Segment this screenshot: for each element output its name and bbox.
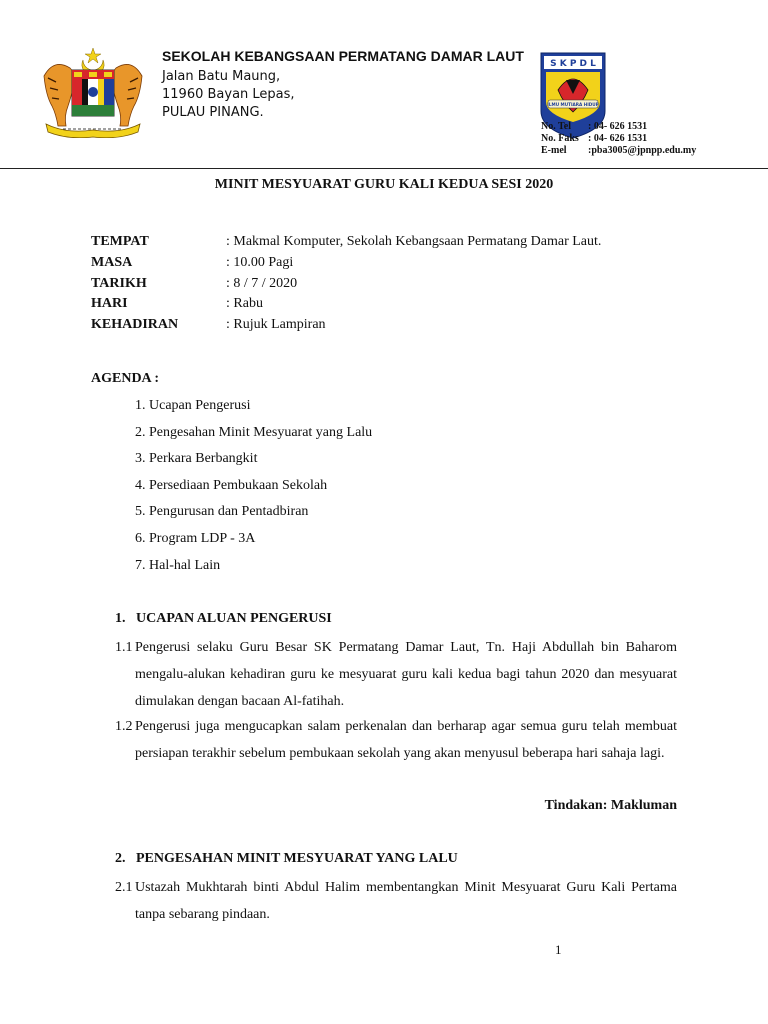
contact-email [541, 145, 696, 156]
paragraph-number: 1.1 [115, 640, 133, 655]
agenda-item: 1. Ucapan Pengerusi [135, 398, 251, 413]
info-key: HARI [91, 296, 128, 311]
contact-tel [541, 121, 647, 132]
info-value: : 10.00 Pagi [226, 255, 294, 270]
section-title: PENGESAHAN MINIT MESYUARAT YANG LALU [136, 851, 458, 866]
agenda-item: 5. Pengurusan dan Pentadbiran [135, 504, 309, 519]
agenda-item: 6. Program LDP - 3A [135, 531, 256, 546]
info-key: KEHADIRAN [91, 317, 179, 332]
paragraph-text: Pengerusi selaku Guru Besar SK Permatang Damar Laut, Tn. Haji Abdullah bin Baharom mengalu-alukan kehadiran guru ke mesyuarat guru kali kedua bagi tahun 2020 dan mesyuarat dimulakan dengan bacaan Al-fatihah. [135, 640, 677, 709]
contact-tel-label: No. Tel [541, 121, 572, 132]
info-key: TARIKH [91, 276, 147, 291]
section-title: UCAPAN ALUAN PENGERUSI [136, 611, 332, 626]
coat-of-arms-emblem [38, 46, 148, 138]
paragraph-number: 1.2 [115, 719, 133, 734]
address-line-3: PULAU PINANG. [162, 105, 264, 120]
contact-tel-value: : 04- 626 1531 [588, 121, 648, 132]
contact-fax [541, 133, 647, 144]
paragraph-text: Pengerusi juga mengucapkan salam perkenalan dan berharap agar semua guru telah membuat persiapan terakhir sebelum pembukaan sekolah yang akan menyusul beberapa hari sahaja lagi. [135, 719, 677, 761]
info-value: : Rujuk Lampiran [226, 317, 326, 332]
agenda-item: 3. Perkara Berbangkit [135, 451, 258, 466]
section-2-heading [115, 851, 615, 871]
letterhead-divider [0, 168, 768, 169]
agenda-item: 7. Hal-hal Lain [135, 558, 221, 573]
info-value: : Rabu [226, 296, 263, 311]
page-number: 1 [555, 942, 562, 957]
address-line-1: Jalan Batu Maung, [162, 69, 281, 84]
info-key: TEMPAT [91, 234, 149, 249]
address-line-2: 11960 Bayan Lepas, [162, 87, 295, 102]
contact-email-label: E-mel [541, 145, 567, 156]
section-number: 2. [115, 851, 126, 866]
section-1-heading [115, 611, 615, 631]
info-key: MASA [91, 255, 133, 270]
contact-fax-label: No. Faks [541, 133, 579, 144]
paragraph-1-2 [115, 713, 677, 797]
logo-banner-text: S K P D L [550, 59, 596, 69]
logo-motto: ILMU MUTIARA HIDUP [547, 102, 599, 107]
contact-fax-value: : 04- 626 1531 [588, 133, 648, 144]
agenda-item: 2. Pengesahan Minit Mesyuarat yang Lalu [135, 425, 373, 440]
agenda-heading: AGENDA : [91, 371, 160, 386]
agenda-item: 4. Persediaan Pembukaan Sekolah [135, 478, 328, 493]
info-value: : Makmal Komputer, Sekolah Kebangsaan Permatang Damar Laut. [226, 234, 602, 249]
paragraph-1-1 [115, 634, 677, 718]
document-title: MINIT MESYUARAT GURU KALI KEDUA SESI 2020 [214, 177, 554, 192]
section-number: 1. [115, 611, 126, 626]
paragraph-number: 2.1 [115, 880, 133, 895]
paragraph-2-1 [115, 874, 677, 930]
tindakan-note: Tindakan: Makluman [544, 798, 677, 813]
school-name: SEKOLAH KEBANGSAAN PERMATANG DAMAR LAUT [162, 48, 524, 64]
paragraph-text: Ustazah Mukhtarah binti Abdul Halim membentangkan Minit Mesyuarat Guru Kali Pertama tanpa sebarang pindaan. [135, 880, 677, 922]
contact-email-value: :pba3005@jpnpp.edu.my [588, 145, 697, 156]
info-value: : 8 / 7 / 2020 [226, 276, 298, 291]
